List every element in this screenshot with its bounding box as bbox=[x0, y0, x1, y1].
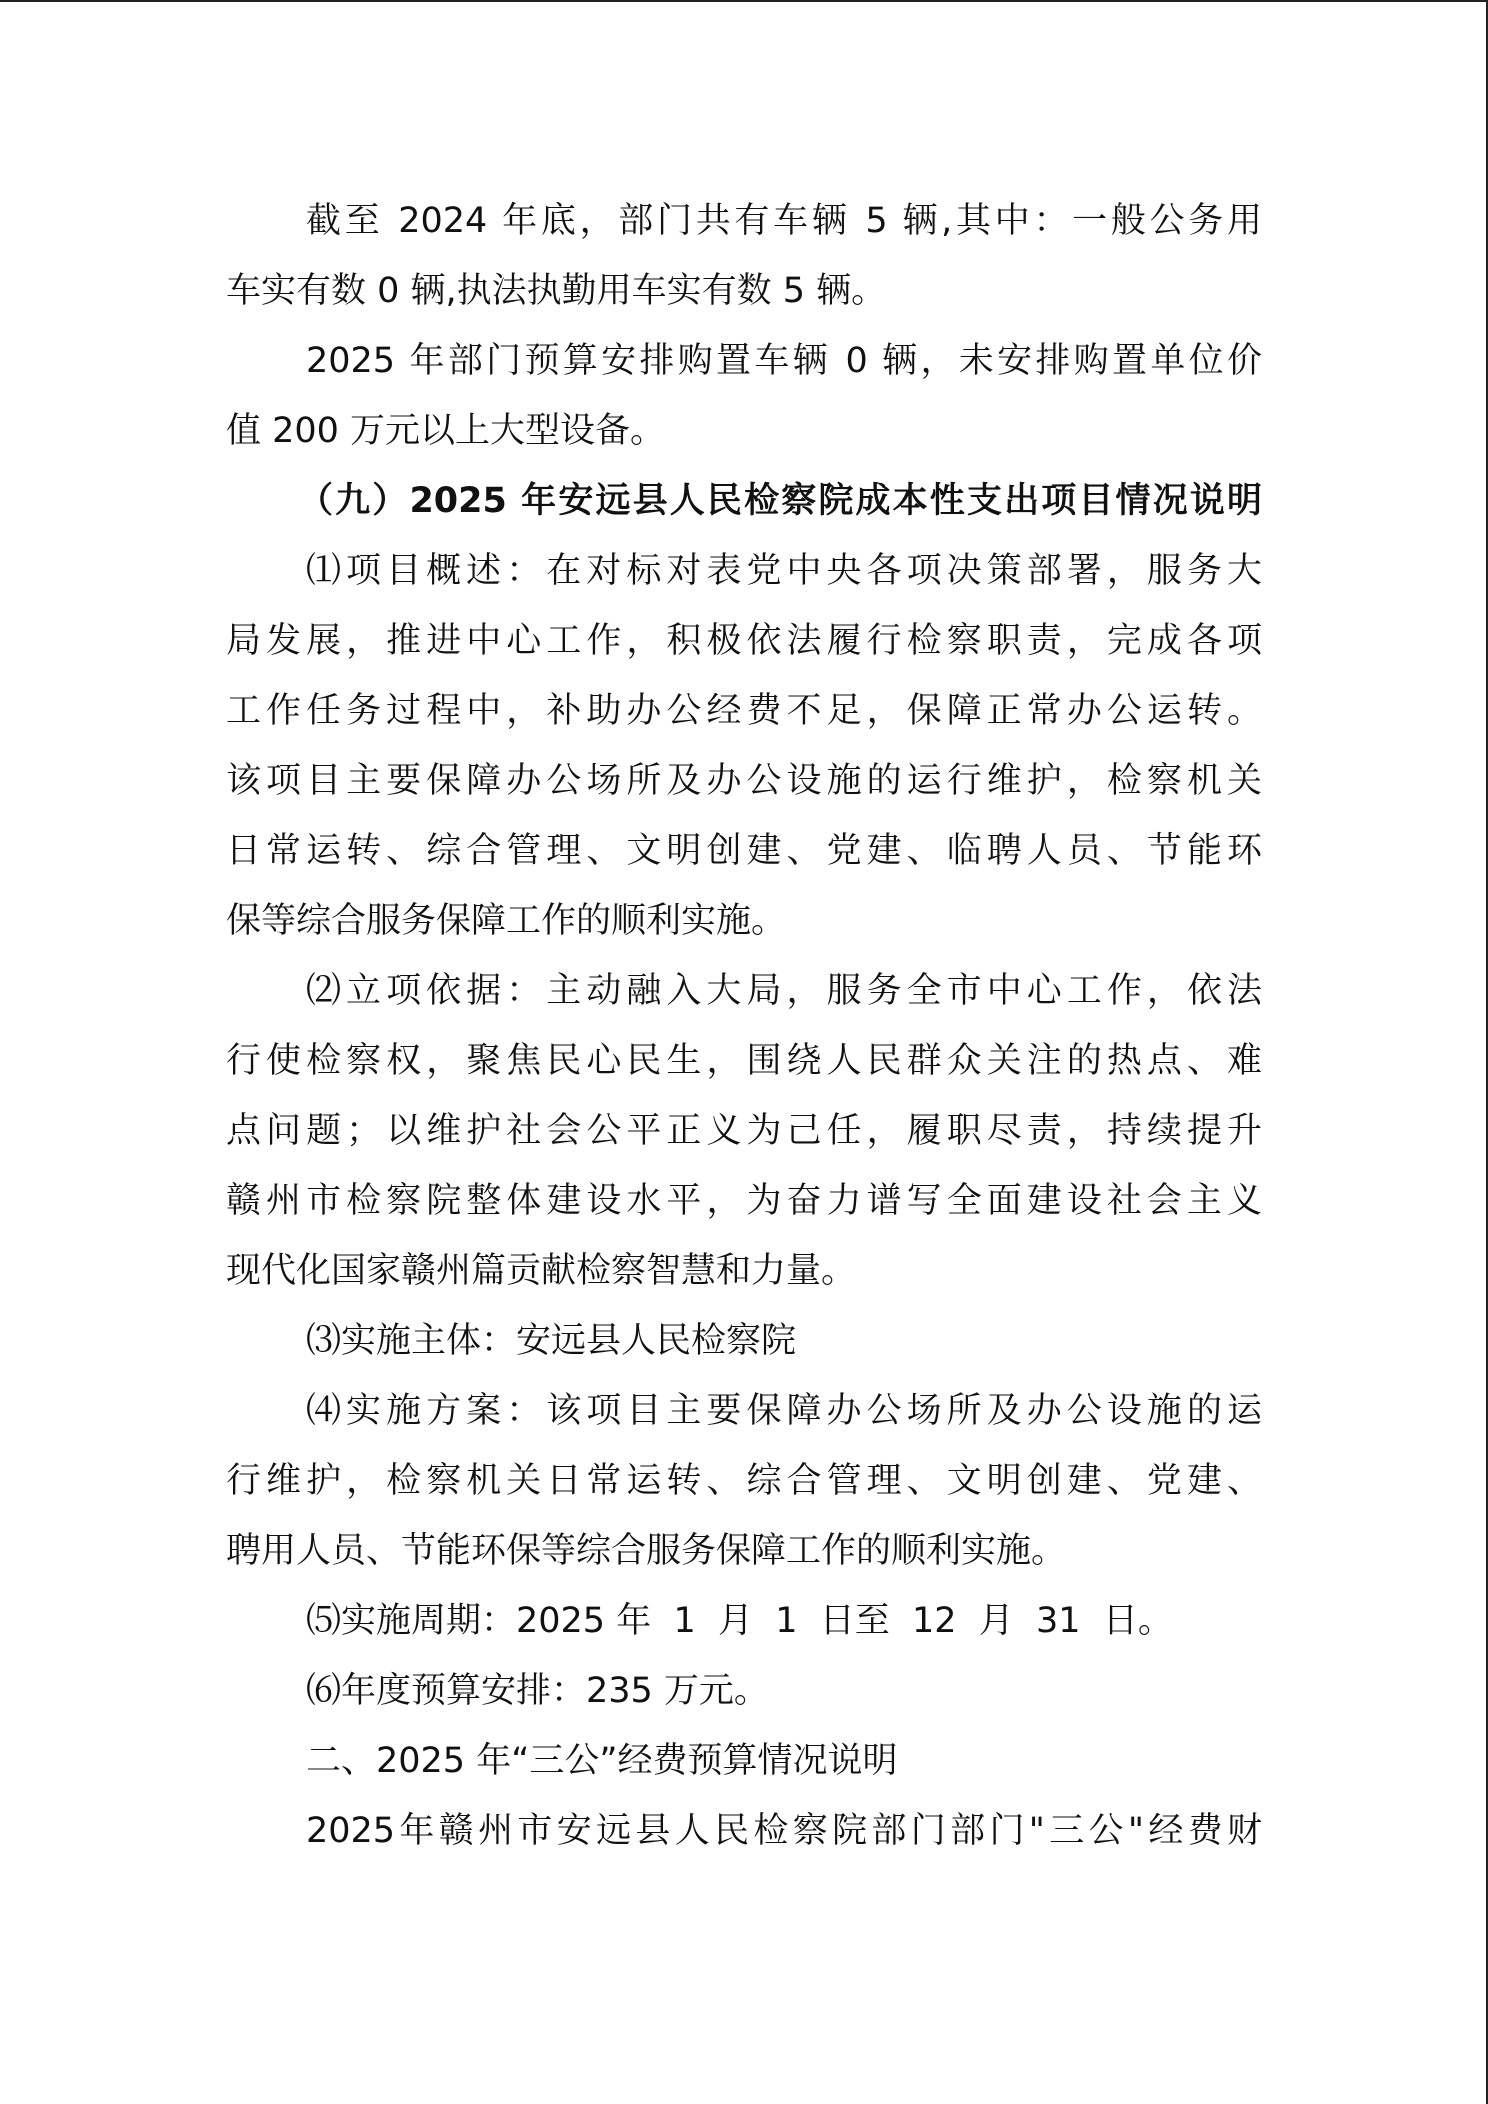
text-line: 保等综合服务保障工作的顺利实施。 bbox=[226, 901, 787, 941]
text-line: 该项目主要保障办公场所及办公设施的运行维护，检察机关 bbox=[226, 761, 1262, 801]
text-line: ⑹年度预算安排：235 万元。 bbox=[306, 1671, 769, 1711]
text-line: 车实有数 0 辆,执法执勤用车实有数 5 辆。 bbox=[226, 271, 887, 311]
text-line: 局发展，推进中心工作，积极依法履行检察职责，完成各项 bbox=[226, 621, 1262, 661]
text-line: 现代化国家赣州篇贡献检察智慧和力量。 bbox=[226, 1251, 857, 1291]
text-line: ⑶实施主体：安远县人民检察院 bbox=[306, 1321, 797, 1361]
text-line: 聘用人员、节能环保等综合服务保障工作的顺利实施。 bbox=[226, 1531, 1067, 1571]
text-line: ⑷实施方案：该项目主要保障办公场所及办公设施的运 bbox=[306, 1391, 1262, 1431]
text-line: 2025 年部门预算安排购置车辆 0 辆，未安排购置单位价 bbox=[306, 341, 1262, 381]
heading-line: （九）2025 年安远县人民检察院成本性支出项目情况说明 bbox=[298, 481, 1262, 521]
text-line: 工作任务过程中，补助办公经费不足，保障正常办公运转。 bbox=[226, 691, 1262, 731]
text-line: 行使检察权，聚焦民心民生，围绕人民群众关注的热点、难 bbox=[226, 1041, 1262, 1081]
text-line: 行维护，检察机关日常运转、综合管理、文明创建、党建、 bbox=[226, 1461, 1262, 1501]
text-line: 赣州市检察院整体建设水平，为奋力谱写全面建设社会主义 bbox=[226, 1181, 1262, 1221]
text-line: 值 200 万元以上大型设备。 bbox=[226, 411, 666, 451]
text-line: 截至 2024 年底，部门共有车辆 5 辆,其中：一般公务用 bbox=[306, 201, 1262, 241]
text-line: ⑴项目概述：在对标对表党中央各项决策部署，服务大 bbox=[306, 551, 1262, 591]
text-line: 2025年赣州市安远县人民检察院部门部门"三公"经费财 bbox=[306, 1811, 1262, 1851]
text-line: ⑸实施周期：2025 年 1 月 1 日至 12 月 31 日。 bbox=[306, 1601, 1173, 1641]
text-line: 日常运转、综合管理、文明创建、党建、临聘人员、节能环 bbox=[226, 831, 1262, 871]
heading-line: 二、2025 年“三公”经费预算情况说明 bbox=[306, 1741, 898, 1781]
text-line: ⑵立项依据：主动融入大局，服务全市中心工作，依法 bbox=[306, 971, 1262, 1011]
text-line: 点问题；以维护社会公平正义为己任，履职尽责，持续提升 bbox=[226, 1111, 1262, 1151]
